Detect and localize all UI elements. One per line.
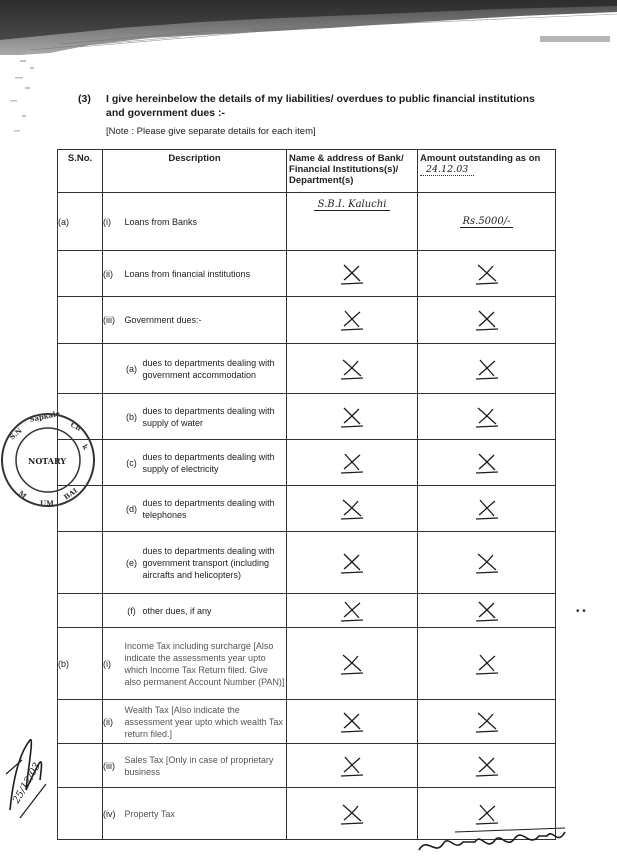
row-roman: (iii) (103, 297, 121, 344)
cross-mark-bank (338, 802, 366, 826)
table-row (58, 251, 556, 297)
cross-mark-amount (473, 262, 501, 286)
row-amount (418, 700, 556, 744)
table-row (58, 594, 556, 628)
cross-mark-bank (338, 451, 366, 475)
row-sno: (a) (58, 193, 103, 251)
cross-mark-amount (473, 599, 501, 623)
row-roman (103, 532, 121, 594)
header-sno: S.No. (58, 150, 103, 193)
row-amount (418, 193, 556, 251)
row-description (121, 700, 287, 744)
row-description (121, 297, 287, 344)
signature-date: 25/12/03 (11, 761, 44, 806)
section-note: [Note : Please give separate details for each item] (106, 126, 316, 137)
cross-mark-amount (473, 652, 501, 676)
svg-text:k: k (80, 442, 91, 452)
row-bank (287, 440, 418, 486)
svg-text:Sapkale: Sapkale (28, 408, 61, 424)
row-description (121, 193, 287, 251)
row-amount (418, 440, 556, 486)
row-amount (418, 532, 556, 594)
row-description (121, 344, 287, 394)
scan-edge-artifact (0, 0, 617, 55)
row-sub-letter: (f) (127, 605, 136, 616)
amount-handwritten: Rs.5000/- (462, 216, 511, 227)
cross-mark-amount (473, 710, 501, 734)
row-sno (58, 532, 103, 594)
cross-mark-amount (473, 551, 501, 575)
svg-text:BAI: BAI (61, 485, 80, 502)
cross-mark-amount (473, 754, 501, 778)
row-description (121, 486, 287, 532)
row-roman: (ii) (103, 700, 121, 744)
row-description-text: Sales Tax [Only in case of proprietary business (124, 754, 274, 777)
row-bank (287, 251, 418, 297)
table-row (58, 628, 556, 700)
header-bank: Name & address of Bank/ Financial Institutions(s)/ Department(s) (287, 150, 418, 193)
row-roman: (iii) (103, 744, 121, 788)
row-amount (418, 344, 556, 394)
table-row (58, 297, 556, 344)
cross-mark-bank (338, 262, 366, 286)
cross-mark-bank (338, 599, 366, 623)
svg-text:UM: UM (40, 499, 54, 508)
row-sno: (b) (58, 628, 103, 700)
row-description (121, 251, 287, 297)
cross-mark-bank (338, 754, 366, 778)
table-row (58, 486, 556, 532)
margin-dots: • • (576, 606, 586, 617)
row-sub-letter: (c) (126, 457, 137, 468)
row-description (121, 628, 287, 700)
row-roman: (i) (103, 193, 121, 251)
row-sno (58, 594, 103, 628)
row-roman: (ii) (103, 251, 121, 297)
row-roman (103, 344, 121, 394)
row-sub-letter: (b) (126, 411, 137, 422)
row-description-text: Loans from financial institutions (124, 268, 251, 279)
row-bank (287, 297, 418, 344)
row-bank (287, 344, 418, 394)
row-description-text: Loans from Banks (124, 216, 198, 227)
header-amount-date: 24.12.03 (420, 164, 474, 176)
row-sub-letter: (e) (126, 557, 137, 568)
row-description-text: dues to departments dealing with government transport (including aircrafts and helicopters) (142, 545, 275, 580)
table-row (58, 440, 556, 486)
bank-name-handwritten: S.B.I. Kaluchi (314, 199, 391, 211)
cross-mark-bank (338, 497, 366, 521)
section-number: (3) (78, 93, 91, 105)
table-row (58, 394, 556, 440)
row-description-text: Income Tax including surcharge [Also indicate the assessments year upto which Income Tax Return filed. Give also permanent Account Number (PAN)] (124, 640, 285, 687)
cross-mark-amount (473, 357, 501, 381)
cross-mark-bank (338, 710, 366, 734)
row-bank (287, 394, 418, 440)
row-description (121, 394, 287, 440)
table-row (58, 193, 556, 251)
row-bank (287, 744, 418, 788)
cross-mark-bank (338, 357, 366, 381)
row-amount (418, 594, 556, 628)
stamp-label: NOTARY (28, 456, 67, 466)
row-description (121, 788, 287, 840)
row-sno (58, 344, 103, 394)
row-roman: (iv) (103, 788, 121, 840)
row-amount (418, 297, 556, 344)
row-bank (287, 532, 418, 594)
row-sub-letter: (d) (126, 503, 137, 514)
cross-mark-bank (338, 308, 366, 332)
row-bank (287, 700, 418, 744)
table-row (58, 744, 556, 788)
row-description-text: dues to departments dealing with supply of electricity (142, 451, 275, 474)
cross-mark-amount (473, 308, 501, 332)
row-bank (287, 628, 418, 700)
row-bank (287, 486, 418, 532)
handwritten-signature (415, 822, 575, 860)
liabilities-table (57, 149, 556, 840)
row-amount (418, 744, 556, 788)
row-roman (103, 594, 121, 628)
row-bank (287, 594, 418, 628)
svg-text:S.N: S.N (7, 425, 24, 442)
row-sub-letter: (a) (126, 363, 137, 374)
notary-stamp (0, 408, 110, 518)
row-bank (287, 193, 418, 251)
row-amount (418, 628, 556, 700)
row-description (121, 532, 287, 594)
row-description-text: dues to departments dealing with supply of water (142, 405, 275, 428)
row-description-text: Wealth Tax [Also indicate the assessment year upto which wealth Tax return filed.] (124, 704, 283, 739)
cross-mark-amount (473, 451, 501, 475)
row-description-text: dues to departments dealing with telephones (142, 497, 275, 520)
row-description-text: Government dues:- (124, 315, 202, 325)
row-description (121, 744, 287, 788)
row-bank (287, 788, 418, 840)
section-heading-text: I give hereinbelow the details of my liabilities/ overdues to public financial institutions and government dues :- (106, 93, 535, 119)
scan-noise-left (0, 55, 60, 155)
cross-mark-amount (473, 405, 501, 429)
table-row (58, 344, 556, 394)
cross-mark-bank (338, 405, 366, 429)
row-amount (418, 251, 556, 297)
cross-mark-bank (338, 551, 366, 575)
table-header-row (58, 150, 556, 193)
header-description: Description (103, 150, 287, 193)
cross-mark-bank (338, 652, 366, 676)
row-description (121, 440, 287, 486)
table-row (58, 700, 556, 744)
signature-mark (0, 700, 90, 830)
row-description-text: other dues, if any (142, 605, 212, 616)
row-description (121, 594, 287, 628)
svg-text:Ch: Ch (69, 419, 83, 433)
row-amount (418, 486, 556, 532)
header-amount-prefix: Amount outstanding as on (420, 153, 541, 164)
row-sno (58, 297, 103, 344)
row-roman: (i) (103, 628, 121, 700)
cross-mark-amount (473, 497, 501, 521)
svg-text:M: M (16, 488, 29, 501)
header-amount (418, 150, 556, 193)
row-amount (418, 394, 556, 440)
row-description-text: dues to departments dealing with government accommodation (142, 357, 275, 380)
table-row (58, 532, 556, 594)
row-sno (58, 251, 103, 297)
row-description-text: Property Tax (124, 808, 175, 819)
